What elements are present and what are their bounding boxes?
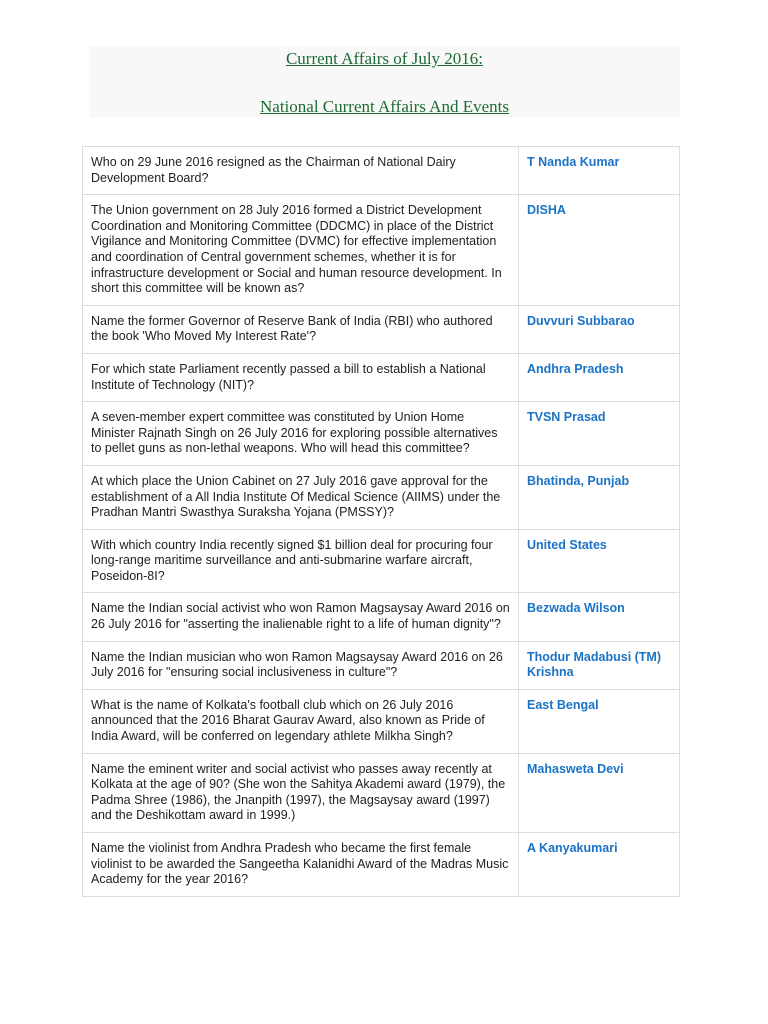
answer-cell: East Bengal — [519, 689, 680, 753]
answer-cell: Thodur Madabusi (TM) Krishna — [519, 641, 680, 689]
page-header — [89, 46, 680, 117]
page-subtitle: National Current Affairs And Events — [260, 97, 509, 116]
answer-cell: Bezwada Wilson — [519, 593, 680, 641]
table-row — [83, 305, 680, 353]
table-row — [83, 833, 680, 897]
question-cell: For which state Parliament recently passed a bill to establish a National Institute of Technology (NIT)? — [83, 353, 519, 401]
table-row — [83, 641, 680, 689]
answer-cell: TVSN Prasad — [519, 402, 680, 466]
answer-cell: A Kanyakumari — [519, 833, 680, 897]
question-cell: Name the eminent writer and social activist who passes away recently at Kolkata at the age of 90? (She won the Sahitya Akademi award (1979), the Padma Shree (1986), the Jnanpith (1997), the Magsaysay award (1997) and the Deshikottam award in 1999.) — [83, 753, 519, 832]
table-row — [83, 147, 680, 195]
answer-cell: Duvvuri Subbarao — [519, 305, 680, 353]
question-cell: A seven-member expert committee was constituted by Union Home Minister Rajnath Singh on 26 July 2016 for exploring possible alternatives to pellet guns as non-lethal weapons. Who will head this committee? — [83, 402, 519, 466]
table-row — [83, 753, 680, 832]
answer-cell: Mahasweta Devi — [519, 753, 680, 832]
answer-cell: DISHA — [519, 195, 680, 306]
question-cell: Name the former Governor of Reserve Bank of India (RBI) who authored the book 'Who Moved My Interest Rate'? — [83, 305, 519, 353]
answer-cell: Bhatinda, Punjab — [519, 465, 680, 529]
answer-cell: United States — [519, 529, 680, 593]
question-cell: At which place the Union Cabinet on 27 July 2016 gave approval for the establishment of a All India Institute Of Medical Science (AIIMS) under the Pradhan Mantri Swasthya Suraksha Yojana (PMSSY)? — [83, 465, 519, 529]
table-row — [83, 402, 680, 466]
table-row — [83, 689, 680, 753]
question-cell: Who on 29 June 2016 resigned as the Chairman of National Dairy Development Board? — [83, 147, 519, 195]
question-cell: What is the name of Kolkata's football club which on 26 July 2016 announced that the 2016 Bharat Gaurav Award, also known as Pride of India Award, will be conferred on legendary athlete Milkha Singh? — [83, 689, 519, 753]
answer-cell: T Nanda Kumar — [519, 147, 680, 195]
question-cell: Name the Indian musician who won Ramon Magsaysay Award 2016 on 26 July 2016 for "ensuring social inclusiveness in culture"? — [83, 641, 519, 689]
table-row — [83, 593, 680, 641]
question-cell: Name the violinist from Andhra Pradesh who became the first female violinist to be awarded the Sangeetha Kalanidhi Award of the Madras Music Academy for the year 2016? — [83, 833, 519, 897]
answer-cell: Andhra Pradesh — [519, 353, 680, 401]
question-cell: With which country India recently signed $1 billion deal for procuring four long-range maritime surveillance and anti-submarine warfare aircraft, Poseidon-8I? — [83, 529, 519, 593]
question-cell: Name the Indian social activist who won Ramon Magsaysay Award 2016 on 26 July 2016 for "asserting the inalienable right to a life of human dignity"? — [83, 593, 519, 641]
question-cell: The Union government on 28 July 2016 formed a District Development Coordination and Monitoring Committee (DDCMC) in place of the District Vigilance and Monitoring Committee (DVMC) for effective implementation and coordination of Central government schemes, whether it is for infrastructure development or Social and human resource development. In short this committee will be known as? — [83, 195, 519, 306]
table-row — [83, 465, 680, 529]
page-title: Current Affairs of July 2016: — [285, 49, 484, 68]
qa-table — [82, 146, 680, 897]
table-row — [83, 195, 680, 306]
table-row — [83, 353, 680, 401]
table-row — [83, 529, 680, 593]
